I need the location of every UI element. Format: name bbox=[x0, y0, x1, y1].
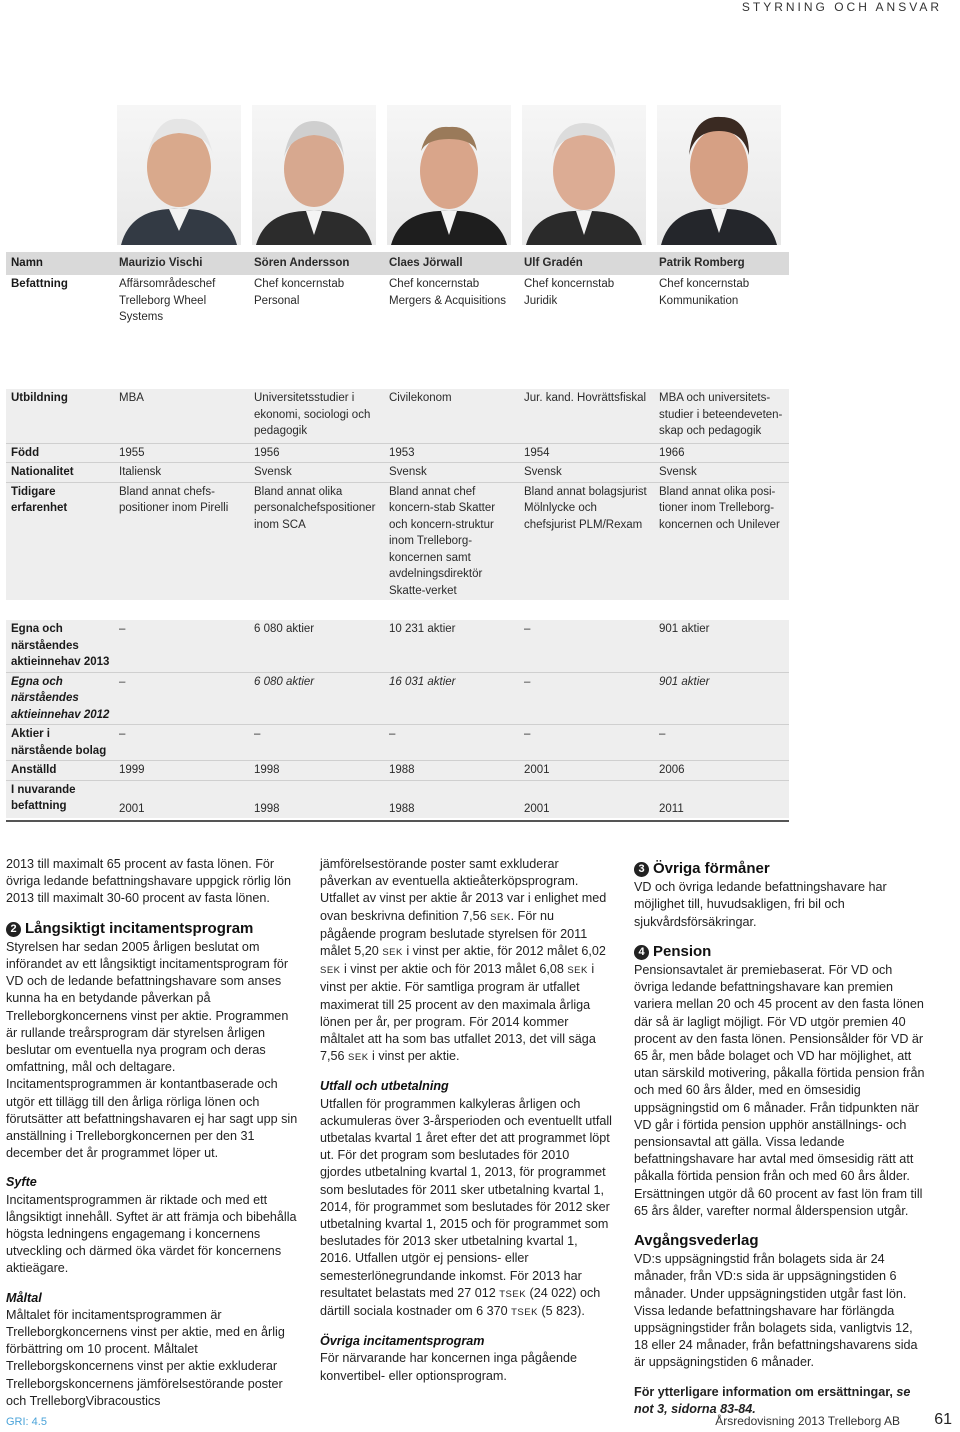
table-cell: 901 aktier bbox=[654, 620, 789, 672]
person-name: Sören Andersson bbox=[249, 252, 384, 275]
table-cell: Svensk bbox=[654, 463, 789, 483]
table-cell: – bbox=[249, 725, 384, 761]
table-cell: 1953 bbox=[384, 443, 519, 463]
paragraph: VD:s uppsägningstid från bolagets sida är 24 månader, från VD:s sida är uppsägningstiden 6 månader. Under uppsägningstiden utgår fast lön. Vissa ledande befattningshavare har förlängda uppsägningstider från bolagets sida, vanligtvis 12, 18 eller 24 månader, från befattningshavarens sida är uppsägningstiden 6 månader. bbox=[634, 1252, 918, 1370]
portrait-icon bbox=[117, 105, 241, 245]
executive-table bbox=[6, 252, 789, 818]
table-cell: Chef koncernstab Mergers & Acquisitions bbox=[384, 275, 519, 389]
table-row bbox=[6, 389, 789, 443]
table-cell: Italiensk bbox=[114, 463, 249, 483]
table-label: Nationalitet bbox=[6, 463, 114, 483]
table-cell: 2001 bbox=[519, 780, 654, 818]
table-label: Aktier i närstående bolag bbox=[6, 725, 114, 761]
table-cell: 1966 bbox=[654, 443, 789, 463]
table-cell: 16 031 aktier bbox=[384, 672, 519, 725]
table-cell: 2001 bbox=[519, 761, 654, 781]
portrait-icon bbox=[522, 105, 646, 245]
person-name: Ulf Gradén bbox=[519, 252, 654, 275]
subheading: Övriga incitamentsprogram bbox=[320, 1334, 485, 1349]
table-cell: – bbox=[654, 725, 789, 761]
table-cell: Jur. kand. Hovrättsfiskal bbox=[519, 389, 654, 443]
table-cell: – bbox=[114, 672, 249, 725]
table-cell: Bland annat olika posi-tioner inom Trelleborg-koncernen och Unilever bbox=[654, 482, 789, 600]
table-cell: 1988 bbox=[384, 780, 519, 818]
portrait-icon bbox=[657, 105, 781, 245]
table-row bbox=[6, 482, 789, 600]
subheading: Måltal bbox=[6, 1290, 42, 1305]
table-row bbox=[6, 463, 789, 483]
table-cell: 901 aktier bbox=[654, 672, 789, 725]
table-cell: Svensk bbox=[519, 463, 654, 483]
table-cell: – bbox=[114, 725, 249, 761]
table-cell: Civilekonom bbox=[384, 389, 519, 443]
page-number: 61 bbox=[934, 1411, 952, 1428]
person-name: Claes Jörwall bbox=[384, 252, 519, 275]
table-cell: 1988 bbox=[384, 761, 519, 781]
table-cell: 1955 bbox=[114, 443, 249, 463]
table-cell: – bbox=[519, 672, 654, 725]
table-cell: 1998 bbox=[249, 761, 384, 781]
table-cell: Chef koncernstab Personal bbox=[249, 275, 384, 389]
table-cell: – bbox=[519, 725, 654, 761]
table-label: Född bbox=[6, 443, 114, 463]
section-heading: 3 Övriga förmåner bbox=[634, 860, 926, 877]
table-cell: 10 231 aktier bbox=[384, 620, 519, 672]
table-cell: 6 080 aktier bbox=[249, 672, 384, 725]
table-cell: 1998 bbox=[249, 780, 384, 818]
table-row bbox=[6, 620, 789, 672]
table-cell: Bland annat chefs-positioner inom Pirelli bbox=[114, 482, 249, 600]
table-cell: – bbox=[114, 620, 249, 672]
table-cell: MBA bbox=[114, 389, 249, 443]
section-heading: 2 Långsiktigt incitamentsprogram bbox=[6, 920, 298, 937]
table-cell: Bland annat bolagsjurist Mölnlycke och chefsjurist PLM/Rexam bbox=[519, 482, 654, 600]
table-cell: – bbox=[384, 725, 519, 761]
table-row bbox=[6, 275, 789, 389]
table-cell: MBA och universitets-studier i beteendeveten-skap och pedagogik bbox=[654, 389, 789, 443]
reference-note: För ytterligare information om ersättningar, se not 3, sidorna 83-84. bbox=[634, 1384, 911, 1416]
table-row bbox=[6, 725, 789, 761]
table-row bbox=[6, 780, 789, 818]
table-label: I nuvarande befattning bbox=[6, 780, 114, 818]
table-cell: 6 080 aktier bbox=[249, 620, 384, 672]
table-cell: 1956 bbox=[249, 443, 384, 463]
table-label: Tidigare erfarenhet bbox=[6, 482, 114, 600]
paragraph: 2013 till maximalt 65 procent av fasta lönen. För övriga ledande befattningshavare uppgick rörlig lön 2013 till maximalt 30-60 procent av fasta lönen. bbox=[6, 857, 291, 906]
table-cell: Svensk bbox=[384, 463, 519, 483]
subheading: Utfall och utbetalning bbox=[320, 1079, 449, 1094]
section-header: STYRNING OCH ANSVAR bbox=[741, 0, 942, 14]
paragraph: För närvarande har koncernen inga pågående konvertibel- eller optionsprogram. bbox=[320, 1351, 577, 1383]
person-name: Maurizio Vischi bbox=[114, 252, 249, 275]
table-cell: Universitetsstudier i ekonomi, sociologi och pedagogik bbox=[249, 389, 384, 443]
table-label: Anställd bbox=[6, 761, 114, 781]
table-row bbox=[6, 761, 789, 781]
person-name: Patrik Romberg bbox=[654, 252, 789, 275]
paragraph: Utfallen för programmen kalkyleras årligen och ackumuleras över 3-årsperioden och eventuellt utfall utbetalas kvartal 1 året efter det att programmet löpt ut. För det program som beslutades för 2010 gjordes utbetalning kvartal 1, 2013, för programmet som beslutades för 2011 sker utbetalning kvartal 1, 2014, för programmet som beslutades för 2012 sker utbetalning kvartal 1, 2015 och för programmet som beslutades för 2013 sker utbetalning kvartal 1, 2016. Utfallen utgör ej pensions- eller semesterlönegrundande inkomst. För 2013 har resultatet belastats med 27 012 TSEK (24 022) och därtill sociala kostnader om 6 370 TSEK (5 823). bbox=[320, 1096, 612, 1319]
table-cell: Bland annat olika personalchefspositioner inom SCA bbox=[249, 482, 384, 600]
text-column-2 bbox=[320, 856, 612, 1397]
table-label: Utbildning bbox=[6, 389, 114, 443]
text-column-3 bbox=[634, 860, 926, 1430]
paragraph: Styrelsen har sedan 2005 årligen beslutat om införandet av ett långsiktigt incitamentsprogram för VD och de ledande befattningshavare som anses kunna ha en betydande påverkan på Trelleborgkoncernens vinst per aktie. Programmen är rullande treårsprogram där styrelsen årligen beslutar om eventuella nya program och deras omfattning, mål och deltagare. Incitamentsprogrammen är kontantbaserade och utgör ett tillägg till den årliga rörliga lönen och förutsätter att befattningshavaren ej har sagt upp sin anställning i Trelleborgkoncernen per den 31 december det år programmet löper ut. bbox=[6, 939, 298, 1161]
table-cell: – bbox=[519, 620, 654, 672]
report-title: Årsredovisning 2013 Trelleborg AB bbox=[715, 1414, 900, 1428]
section-heading: 4 Pension bbox=[634, 943, 926, 960]
table-cell: 2006 bbox=[654, 761, 789, 781]
table-label: Egna och närståendes aktieinnehav 2012 bbox=[6, 672, 114, 725]
table-cell: Affärsområdeschef Trelleborg Wheel Systems bbox=[114, 275, 249, 389]
table-cell: Chef koncernstab Kommunikation bbox=[654, 275, 789, 389]
paragraph: Pensionsavtalet är premiebaserat. För VD och övriga ledande befattningshavare kan premien variera mellan 20 och 45 procent av den fasta lönen där så är lagligt möjligt. För VD utgör premien 40 procent av den fasta lönen. Pensionsålder för VD är 65 år, men både bolaget och VD har möjlighet, att utan särskild motivering, påkalla förtida pension från och med 60 års ålder, med en ömsesidig uppsägningstid om 6 månader. Från tidpunkten när VD går i förtida pension upphör anställnings- och pensionsavtal att gälla. Vissa ledande befattningshavare har avtal med ömsesidig rätt att påkalla förtida pension från och med 60 års ålder. Ersättningen utgör då 60 procent av fast lön fram till 65 års ålder, varefter normal ålderspension utgår. bbox=[634, 963, 925, 1218]
table-row bbox=[6, 252, 789, 275]
paragraph: VD och övriga ledande befattningshavare har möjlighet till, huvudsakligen, fri bil och sjukvårdsförsäkringar. bbox=[634, 880, 887, 929]
table-row bbox=[6, 443, 789, 463]
subheading: Syfte bbox=[6, 1175, 37, 1190]
gri-reference: GRI: 4.5 bbox=[6, 1416, 47, 1428]
paragraph: jämförelsestörande poster samt exkluderar påverkan av eventuella aktieåterköpsprogram. Utfallet av vinst per aktie år 2013 var i enlighet med ovan beskrivna definition 7,56 SEK. För nu pågående program beslutade styrelsen för 2011 målet 5,20 SEK i vinst per aktie, för 2012 målet 6,02 SEK i vinst per aktie och för 2013 målet 6,08 SEK i vinst per aktie. För samtliga program är utfallet maximerat till 25 procent av den maximala årliga lönen per år, per program. För 2014 kommer måltalet att ha som bas utfallet 2013, det vill säga 7,56 SEK i vinst per aktie. bbox=[320, 857, 607, 1064]
table-label: Egna och närståendes aktieinnehav 2013 bbox=[6, 620, 114, 672]
table-label: Befattning bbox=[6, 275, 114, 389]
portrait-icon bbox=[387, 105, 511, 245]
table-label: Namn bbox=[6, 252, 114, 275]
section-heading: Avgångsvederlag bbox=[634, 1232, 759, 1250]
table-cell: Bland annat chef koncern-stab Skatter och koncern-struktur inom Trelleborg-koncernen samt avdelningsdirektör Skatte-verket bbox=[384, 482, 519, 600]
table-cell: 2001 bbox=[114, 780, 249, 818]
paragraph: Måltalet för incitamentsprogrammen är Trelleborgkoncernens vinst per aktie, med en årlig förbättring om 10 procent. Måltalet Trelleborgskoncernens vinst per aktie exkluderar Trelleborgskoncernens jämförelsestörande poster och TrelleborgVibracoustics bbox=[6, 1307, 285, 1408]
table-cell: 1999 bbox=[114, 761, 249, 781]
paragraph: Incitamentsprogrammen är riktade och med ett långsiktigt innehåll. Syftet är att främja och bibehålla högsta ledningens engagemang i koncernens utveckling och därmed öka värdet för koncernens aktieägare. bbox=[6, 1192, 297, 1276]
portrait-icon bbox=[252, 105, 376, 245]
table-cell: Svensk bbox=[249, 463, 384, 483]
table-cell: 1954 bbox=[519, 443, 654, 463]
table-row bbox=[6, 600, 789, 620]
text-column-1 bbox=[6, 856, 298, 1422]
table-cell: Chef koncernstab Juridik bbox=[519, 275, 654, 389]
table-row bbox=[6, 672, 789, 725]
table-cell: 2011 bbox=[654, 780, 789, 818]
